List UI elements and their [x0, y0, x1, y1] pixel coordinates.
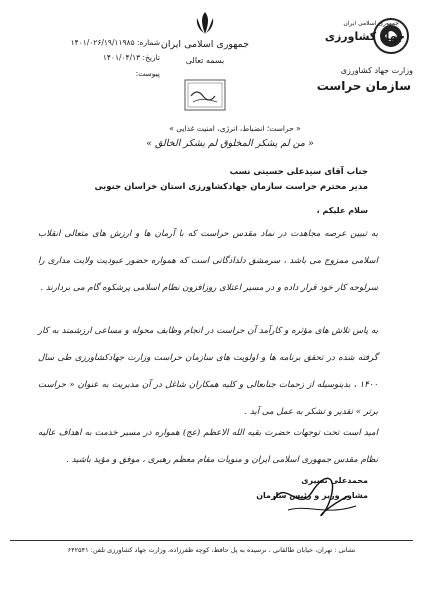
body-paragraph-3: امید است تحت توجهات حضرت بقیه الله الاعظم (عج) همواره در مسیر خدمت به اهداف عالیه نظام مقدس جمهوری اسلامی ایران و منویات مقام معظم رهبری ، موفق و مؤید باشید .: [38, 428, 378, 465]
government-title: جمهوری اسلامی ایران: [160, 39, 250, 50]
greeting: سلام علیکم ،: [316, 206, 368, 215]
handwritten-signature-icon: [268, 470, 363, 522]
addressee-name: جناب آقای سیدعلی حسینی نسب: [229, 167, 368, 177]
body-paragraph-2: به پاس تلاش های مؤثره و کارآمد آن حراست در انجام وظایف محوله و مساعی ارزشمند به کار گرفته شده در تحقق برنامه ها و اولویت های سازمان حراست وزارت جهادکشاورزی طی سال ۱۴۰۰ ، بدینوسیله از زحمات جنابعالی و کلیه همکاران شاغل در آن مدیریت به عنوان « حراست برتر » تقدیر و تشکر به عمل می آید .: [38, 326, 378, 417]
letter-date: تاریخ: ۱۴۰۱/۰۴/۱۳: [102, 53, 160, 62]
bismillah: بسمه تعالی: [185, 56, 225, 65]
addressee-title: مدیر محترم حراست سازمان جهادکشاورزی استان خراسان جنوبی: [94, 182, 368, 192]
signer-name: محمدعلی نصیری: [301, 476, 368, 485]
org-name: سازمان حراست: [316, 79, 411, 93]
slogan-line-1: « حراست؛ انضباط، انرژی، امنیت غذایی »: [169, 124, 301, 133]
org-ministry: وزارت جهاد کشاورزی: [340, 66, 413, 75]
letter-attachment: پیوست:: [135, 69, 160, 78]
body-paragraph-1: به تبیین عرصه مجاهدت در نماد مقدس حراست که با آرمان ها و ارزش های متعالی انقلاب اسلامی ممزوج می باشد ، سرمشق دلدادگانی است که همواره حضور عبودیت ولایت مداری را سرلوحه کار خود قرار داده و در مسیر اعتلای روزافزون نظام اسلامی پرشکوه گام می بردارند .: [38, 229, 378, 293]
calligraphy-seal-icon: [181, 78, 229, 112]
national-emblem-icon: [192, 10, 218, 36]
slogan-line-2: « من لم یشکر المخلوق لم یشکر الخالق »: [146, 138, 314, 149]
footer-address: نشانی : تهران، خیابان طالقانی ، نرسیده به پل حافظ، کوچه ظفرزاده، وزارت جهاد کشاورزی تلفن: ۶۴۲۵۴۱: [67, 546, 356, 554]
logo-text: جهاد کشاورزی: [324, 30, 405, 43]
logo-top-text: جمهوری اسلامی ایران: [343, 20, 399, 27]
signer-title: مشاور وزیر و رئیس سازمان: [256, 491, 368, 500]
letter-number: شماره: ۱۴۰۱/۰۲۶/۱۹/۱۱۹۸۵: [70, 38, 160, 47]
footer-divider: [10, 540, 413, 541]
